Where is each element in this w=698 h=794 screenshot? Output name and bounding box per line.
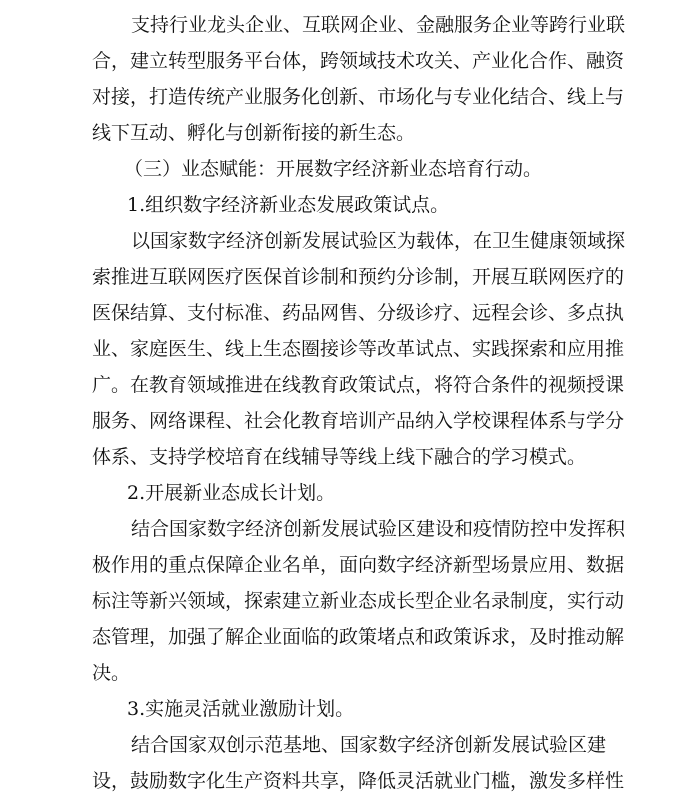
paragraph-1-line-1: 支持行业龙头企业、互联网企业、金融服务企业等跨行业联 [131, 14, 626, 36]
subheading-1: 1.组织数字经济新业态发展政策试点。 [127, 194, 450, 216]
paragraph-3-line-2: 极作用的重点保障企业名单，面向数字经济新型场景应用、数据 [92, 554, 625, 576]
paragraph-4-line-2: 设，鼓励数字化生产资料共享，降低灵活就业门槛，激发多样性 [92, 770, 625, 792]
paragraph-2-line-1: 以国家数字经济创新发展试验区为载体，在卫生健康领域探 [131, 230, 626, 252]
paragraph-3-line-3: 标注等新兴领域，探索建立新业态成长型企业名录制度，实行动 [92, 590, 625, 612]
paragraph-2-line-4: 业、家庭医生、线上生态圈接诊等改革试点、实践探索和应用推 [92, 338, 625, 360]
paragraph-2-line-3: 医保结算、支付标准、药品网售、分级诊疗、远程会诊、多点执 [92, 302, 625, 324]
paragraph-1-line-3: 对接，打造传统产业服务化创新、市场化与专业化结合、线上与 [92, 86, 625, 108]
paragraph-3-line-1: 结合国家数字经济创新发展试验区建设和疫情防控中发挥积 [131, 518, 626, 540]
subheading-2: 2.开展新业态成长计划。 [127, 482, 336, 504]
paragraph-1-line-2: 合，建立转型服务平台体，跨领域技术攻关、产业化合作、融资 [92, 50, 625, 72]
subheading-3: 3.实施灵活就业激励计划。 [127, 698, 355, 720]
paragraph-3-line-4: 态管理，加强了解企业面临的政策堵点和政策诉求，及时推动解 [92, 626, 625, 648]
paragraph-2-line-6: 服务、网络课程、社会化教育培训产品纳入学校课程体系与学分 [92, 410, 625, 432]
paragraph-3-line-5: 决。 [92, 662, 131, 684]
paragraph-4-line-1: 结合国家双创示范基地、国家数字经济创新发展试验区建 [131, 734, 607, 756]
paragraph-2-line-7: 体系、支持学校培育在线辅导等线上线下融合的学习模式。 [92, 446, 587, 468]
paragraph-2-line-2: 索推进互联网医疗医保首诊制和预约分诊制，开展互联网医疗的 [92, 266, 625, 288]
section-heading: （三）业态赋能：开展数字经济新业态培育行动。 [124, 158, 543, 180]
paragraph-2-line-5: 广。在教育领域推进在线教育政策试点，将符合条件的视频授课 [92, 374, 625, 396]
paragraph-1-line-4: 线下互动、孵化与创新衔接的新生态。 [92, 122, 416, 144]
